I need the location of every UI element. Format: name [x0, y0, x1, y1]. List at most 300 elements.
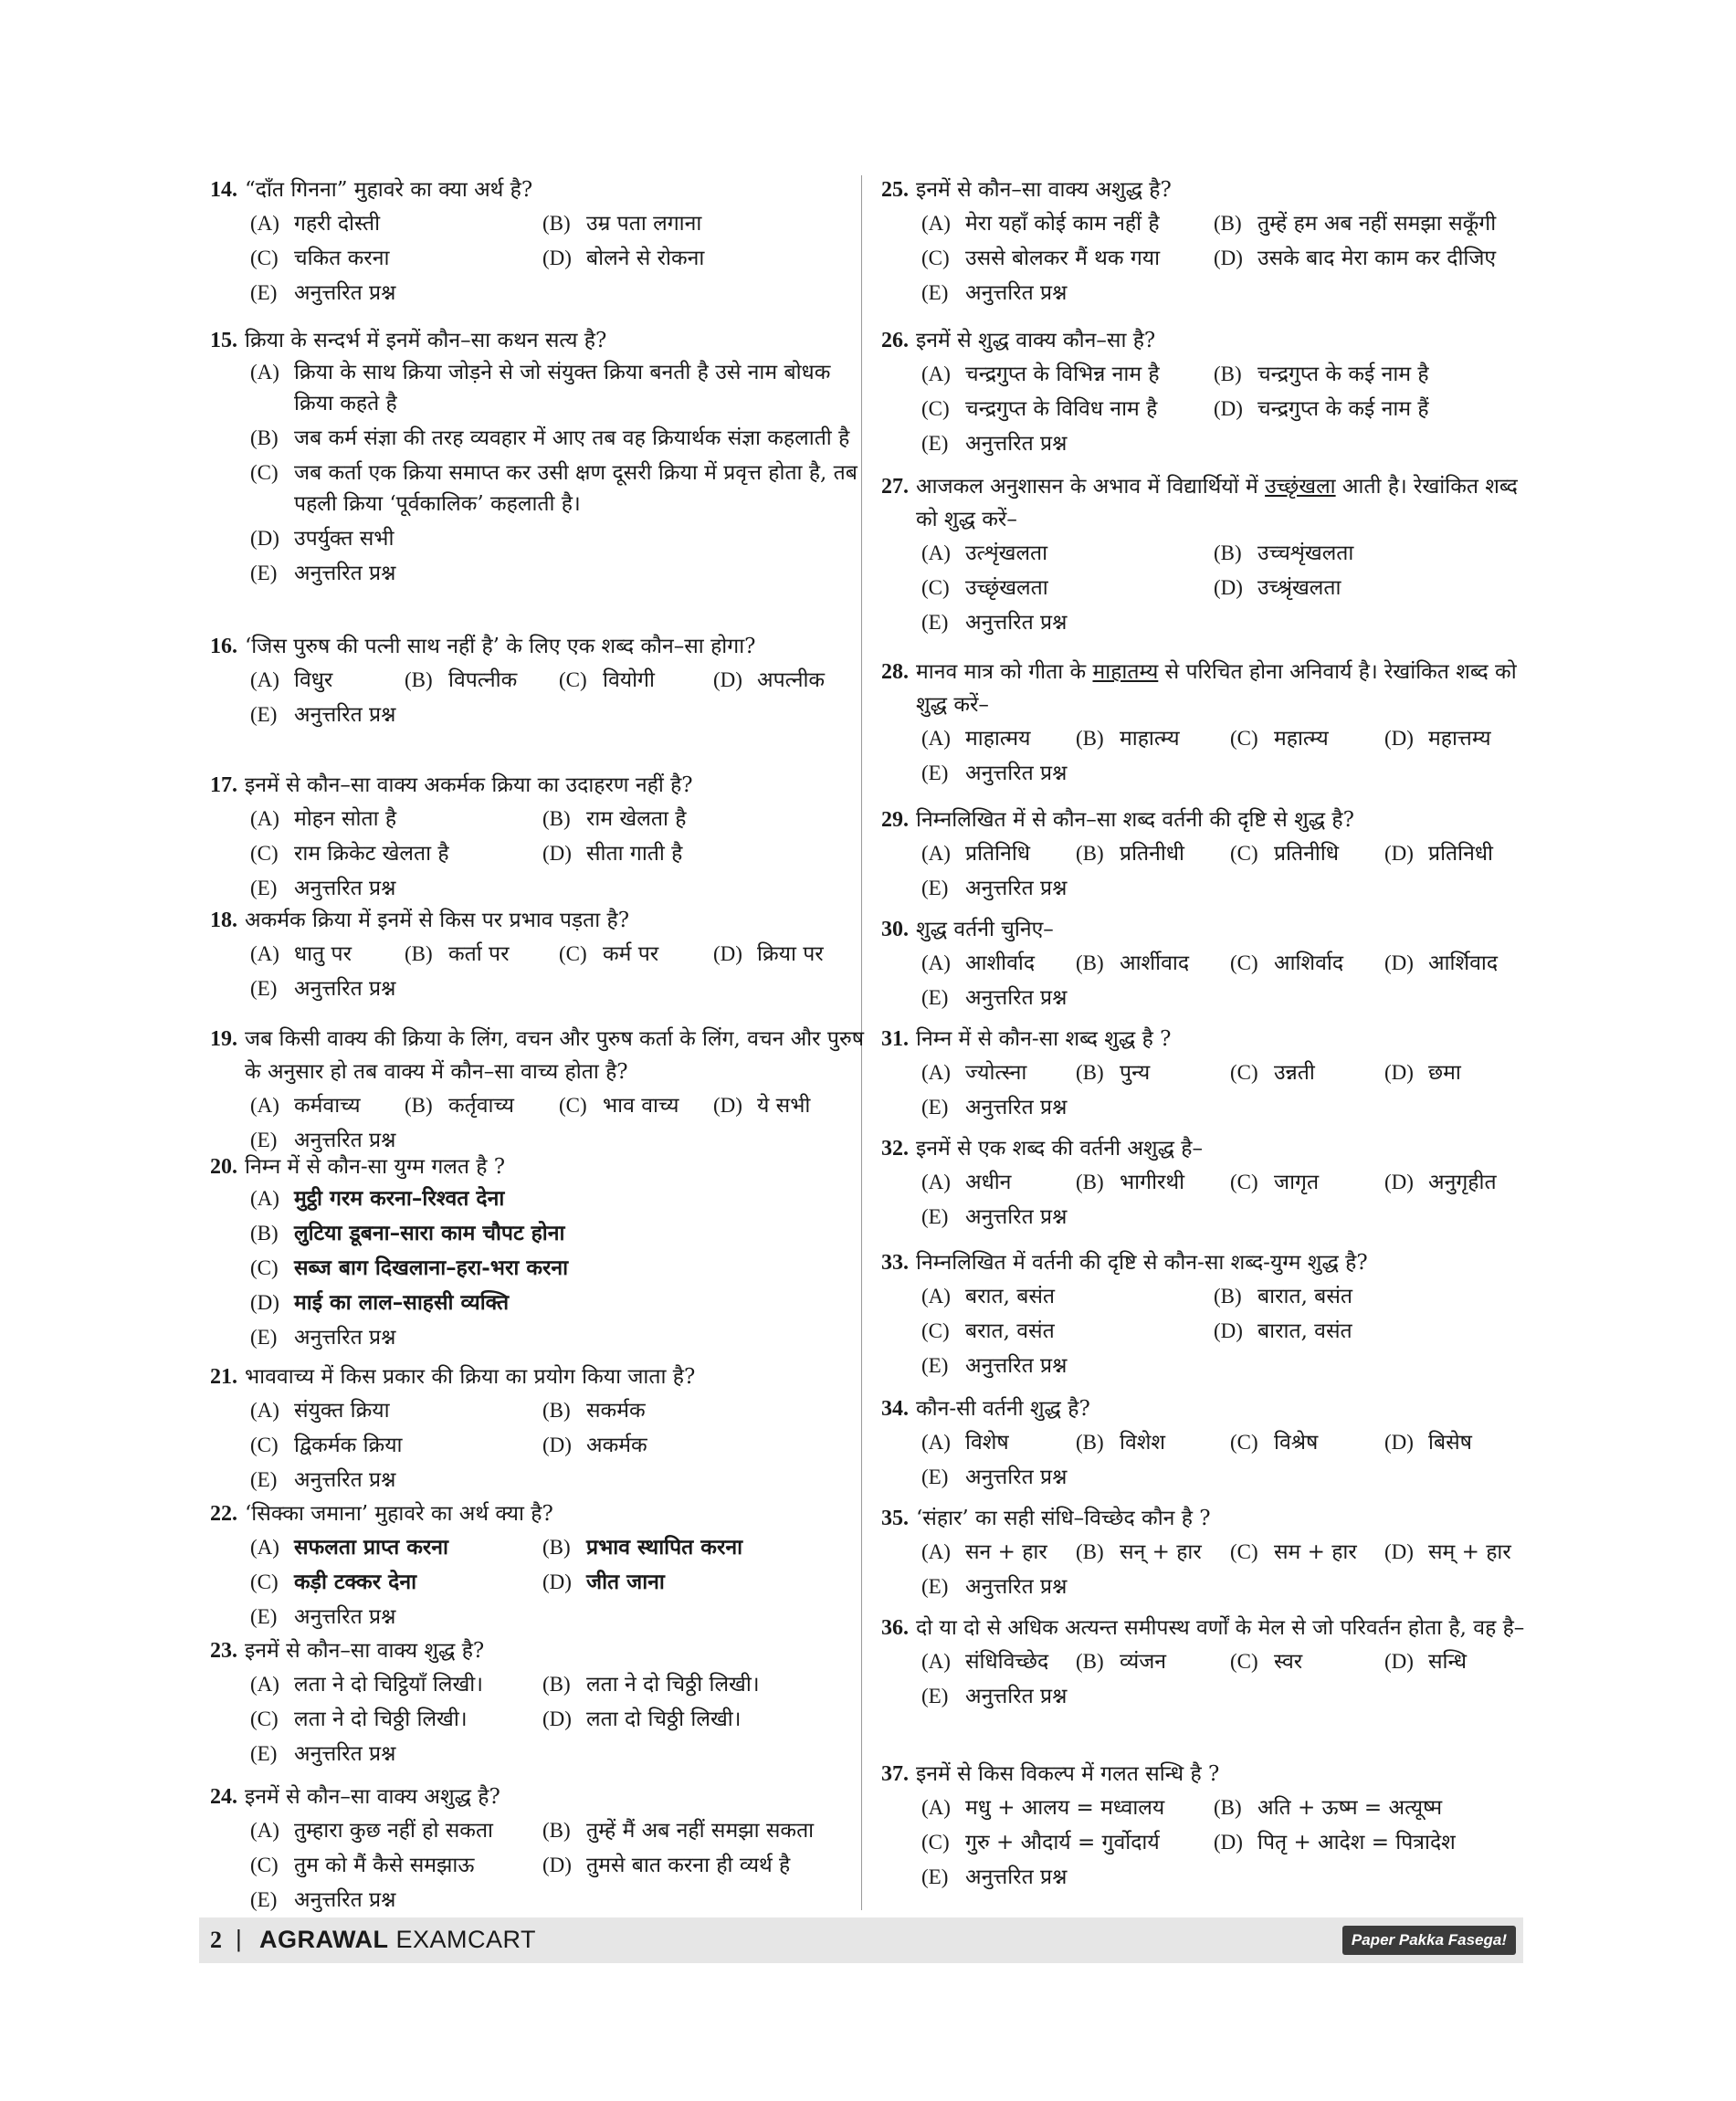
option-label: (B)	[1214, 541, 1242, 564]
option-text: प्रतिनिधी	[1428, 842, 1493, 866]
option-e	[250, 698, 868, 732]
option-text: विशेश	[1120, 1431, 1166, 1455]
option-row	[921, 1825, 1539, 1860]
option-e	[921, 276, 1539, 310]
option-a	[921, 1056, 1076, 1090]
option-e	[250, 972, 868, 1006]
option-text: आशीर्वाद	[965, 951, 1036, 975]
option-label: (C)	[250, 1570, 279, 1593]
option-label: (B)	[1076, 1431, 1104, 1454]
question-header	[881, 1502, 1539, 1535]
question-header	[881, 173, 1539, 206]
option-text: तुम को मैं कैसे समझाऊ	[294, 1854, 475, 1877]
option-label: (D)	[250, 1291, 279, 1314]
option-text: कर्ता पर	[448, 942, 510, 966]
question-number: 18.	[210, 909, 237, 932]
option-text: क्रिया पर	[757, 942, 824, 966]
question-text: जब किसी वाक्य की क्रिया के लिंग, वचन और पुरुष कर्ता के लिंग, वचन और पुरुष के अनुसार हो तब वाक्य में कौन–सा वाच्य होता है?	[245, 1027, 865, 1084]
option-text: अनुत्तरित प्रश्न	[965, 432, 1068, 456]
option-row	[921, 756, 1539, 791]
question-header	[210, 630, 868, 663]
option-label: (C)	[1230, 1431, 1258, 1454]
option-label: (C)	[1230, 1171, 1258, 1193]
option-label: (A)	[921, 212, 951, 235]
option-label: (E)	[250, 1742, 278, 1765]
option-text: गहरी दोस्ती	[294, 212, 381, 236]
page-number: 2	[210, 1927, 222, 1953]
option-d	[713, 1088, 868, 1123]
question-number: 35.	[881, 1507, 909, 1530]
options-list	[881, 1644, 1539, 1714]
option-text: संयुक्त क्रिया	[294, 1399, 390, 1423]
option-row	[921, 241, 1539, 276]
option-e	[250, 276, 868, 310]
option-row	[250, 1848, 868, 1883]
option-d	[1384, 836, 1539, 871]
option-d	[542, 1702, 835, 1737]
option-label: (E)	[250, 1326, 278, 1349]
option-e	[921, 1349, 1539, 1383]
question-number: 14.	[210, 178, 237, 202]
option-text: अनुत्तरित प्रश्न	[294, 281, 396, 305]
option-row	[250, 1530, 868, 1565]
option-text: कड़ी टक्कर देना	[294, 1570, 417, 1594]
option-label: (D)	[1384, 842, 1414, 865]
option-row	[250, 1393, 868, 1428]
option-b	[542, 1530, 835, 1565]
option-label: (A)	[250, 668, 279, 691]
option-label: (D)	[1384, 1061, 1414, 1084]
option-a	[250, 1530, 542, 1565]
option-e	[921, 1460, 1539, 1495]
option-label: (C)	[250, 247, 279, 269]
option-label: (B)	[542, 1536, 571, 1559]
option-text: अनुत्तरित प्रश्न	[294, 562, 396, 585]
option-text: उपर्युक्त सभी	[294, 527, 395, 551]
option-text: तुम्हारा कुछ नहीं हो सकता	[294, 1819, 494, 1843]
option-text: प्रभाव स्थापित करना	[586, 1535, 743, 1560]
option-text: अनुत्तरित प्रश्न	[294, 1605, 396, 1629]
option-d	[713, 663, 868, 698]
option-text: तुम्हें मैं अब नहीं समझा सकता	[586, 1819, 815, 1843]
question-number: 28.	[881, 660, 909, 684]
option-text: विपत्नीक	[448, 668, 518, 692]
option-b	[1076, 1425, 1230, 1460]
option-a	[921, 1535, 1076, 1570]
option-c	[1230, 721, 1384, 756]
options-list	[881, 1535, 1539, 1604]
option-label: (C)	[921, 1831, 950, 1854]
option-label: (D)	[1214, 576, 1243, 599]
option-label: (B)	[1214, 362, 1242, 385]
question-text: इनमें से कौन–सा वाक्य अकर्मक क्रिया का उदाहरण नहीं है?	[245, 773, 693, 797]
question-number: 25.	[881, 178, 909, 202]
option-label: (B)	[1214, 212, 1242, 235]
option-label: (E)	[250, 977, 278, 1000]
options-list	[881, 1425, 1539, 1495]
question-number: 26.	[881, 329, 909, 352]
option-b	[1214, 206, 1506, 241]
option-row	[250, 937, 868, 972]
question-text: इनमें से किस विकल्प में गलत सन्धि है ?	[916, 1762, 1220, 1786]
question-text-part: से परिचित होना अनिवार्य है। रेखांकित शब्द को शुद्ध करें–	[916, 660, 1517, 717]
option-a	[921, 536, 1214, 571]
question-text-part: मानव मात्र को गीता के	[916, 660, 1093, 684]
option-row	[250, 1565, 868, 1600]
question-header	[210, 1023, 868, 1088]
option-text: बारात, बसंत	[1257, 1285, 1352, 1308]
underlined-word: माहातम्य	[1092, 660, 1159, 684]
option-text: चन्द्रगुप्त के विभिन्न नाम है	[965, 362, 1160, 386]
option-label: (C)	[250, 461, 279, 484]
option-b	[542, 1667, 835, 1702]
question-header	[210, 1634, 868, 1667]
option-text: अपत्नीक	[757, 668, 826, 692]
options-list	[210, 206, 868, 310]
question-text: ‘सिक्का जमाना’ मुहावरे का अर्थ क्या है?	[245, 1502, 553, 1526]
option-label: (B)	[405, 942, 433, 965]
option-label: (D)	[1384, 727, 1414, 750]
question-block	[210, 1023, 868, 1158]
option-label: (E)	[250, 1468, 278, 1491]
option-text: आर्शीवाद	[1120, 951, 1190, 975]
option-b	[405, 937, 559, 972]
option-row	[250, 523, 868, 554]
question-block	[881, 173, 1539, 310]
option-label: (B)	[1076, 1171, 1104, 1193]
option-label: (C)	[1230, 727, 1258, 750]
option-text: अनुत्तरित प्रश्न	[965, 611, 1068, 635]
option-label: (E)	[250, 1888, 278, 1911]
option-d	[1384, 721, 1539, 756]
option-text: सकर्मक	[586, 1399, 646, 1423]
option-label: (A)	[921, 1061, 951, 1084]
option-text: उच्छृंखलता	[965, 576, 1048, 600]
option-label: (B)	[1214, 1796, 1242, 1819]
option-label: (B)	[1076, 1061, 1104, 1084]
option-text: मेरा यहाँ कोई काम नहीं है	[965, 212, 1160, 236]
option-text: अनुत्तरित प्रश्न	[294, 1742, 396, 1766]
option-e	[921, 1570, 1539, 1604]
option-text: आर्शिवाद	[1428, 951, 1499, 975]
option-text: ज्योत्स्ना	[965, 1061, 1027, 1085]
option-label: (C)	[921, 247, 950, 269]
question-number: 19.	[210, 1027, 237, 1051]
option-label: (E)	[921, 986, 949, 1009]
option-text: आशिर्वाद	[1274, 951, 1344, 975]
option-label: (C)	[559, 942, 587, 965]
option-label: (C)	[250, 1854, 279, 1876]
option-row	[921, 836, 1539, 871]
option-row	[250, 457, 868, 520]
option-c	[921, 1825, 1214, 1860]
option-label: (B)	[250, 426, 279, 449]
question-text: भाववाच्य में किस प्रकार की क्रिया का प्रयोग किया जाता है?	[245, 1365, 696, 1389]
question-number: 37.	[881, 1762, 909, 1786]
option-label: (C)	[250, 1256, 279, 1279]
option-text: छमा	[1428, 1061, 1461, 1085]
question-block	[881, 656, 1539, 791]
option-text: माहात्मय	[965, 727, 1031, 751]
question-text: निम्न में से कौन-सा युग्म गलत है ?	[245, 1155, 506, 1179]
option-d	[1384, 946, 1539, 981]
option-c	[921, 571, 1214, 605]
option-text: प्रतिनीधि	[1274, 842, 1339, 866]
option-row	[250, 1253, 868, 1284]
option-label: (B)	[1076, 842, 1104, 865]
option-text: कर्म पर	[603, 942, 659, 966]
option-e	[250, 1600, 868, 1634]
option-label: (E)	[921, 1354, 949, 1377]
option-c	[1230, 946, 1384, 981]
option-b	[1076, 836, 1230, 871]
option-label: (E)	[250, 1605, 278, 1628]
option-label: (C)	[1230, 1540, 1258, 1563]
option-a	[250, 937, 405, 972]
question-block	[210, 1781, 868, 1917]
option-text: उसके बाद मेरा काम कर दीजिए	[1257, 247, 1497, 270]
option-label: (D)	[542, 1707, 572, 1730]
option-label: (B)	[542, 1819, 571, 1842]
option-d	[1214, 392, 1506, 426]
option-label: (D)	[542, 247, 572, 269]
option-label: (A)	[250, 212, 279, 235]
options-list	[881, 206, 1539, 310]
options-list	[881, 836, 1539, 906]
option-e	[921, 1679, 1539, 1714]
option-row	[250, 1428, 868, 1463]
option-text: चन्द्रगुप्त के कई नाम हैं	[1257, 397, 1429, 421]
option-label: (C)	[921, 576, 950, 599]
option-row	[921, 1165, 1539, 1200]
options-list	[881, 357, 1539, 461]
option-label: (E)	[921, 1685, 949, 1707]
option-row	[921, 1860, 1539, 1895]
option-d	[1384, 1535, 1539, 1570]
option-label: (C)	[921, 397, 950, 420]
option-label: (A)	[921, 362, 951, 385]
option-text: बरात, बसंत	[965, 1285, 1056, 1308]
question-header	[210, 1150, 868, 1183]
option-row	[921, 1314, 1539, 1349]
option-c	[921, 392, 1214, 426]
question-text: “दाँत गिनना” मुहावरे का क्या अर्थ है?	[245, 178, 533, 202]
question-number: 22.	[210, 1502, 237, 1526]
option-text: धातु पर	[294, 942, 352, 966]
question-text: निम्नलिखित में वर्तनी की दृष्टि से कौन-सा शब्द-युग्म शुद्ध है?	[916, 1251, 1368, 1275]
option-row	[921, 946, 1539, 981]
option-label: (E)	[921, 877, 949, 899]
option-label: (D)	[1214, 1319, 1243, 1342]
question-block	[210, 769, 868, 906]
page-footer	[199, 1917, 1523, 1963]
option-e	[921, 981, 1539, 1015]
option-text: अधीन	[965, 1171, 1012, 1194]
option-text: क्रिया के साथ क्रिया जोड़ने से जो संयुक्त क्रिया बनती है उसे नाम बोधक क्रिया कहते है	[294, 361, 831, 415]
option-label: (A)	[921, 1796, 951, 1819]
option-text: लता ने दो चिठ्ठी लिखी।	[586, 1673, 760, 1697]
option-text: सफलता प्राप्त करना	[294, 1535, 448, 1560]
question-text: इनमें से कौन–सा वाक्य अशुद्ध है?	[245, 1785, 500, 1809]
option-text: तुम्हें हम अब नहीं समझा सकूँगी	[1257, 212, 1497, 236]
question-number: 33.	[881, 1251, 909, 1275]
option-b	[542, 1813, 835, 1848]
option-a	[250, 206, 542, 241]
option-label: (A)	[921, 842, 951, 865]
option-label: (D)	[542, 1434, 572, 1456]
option-b	[1076, 1056, 1230, 1090]
question-header	[210, 173, 868, 206]
option-label: (E)	[250, 562, 278, 584]
option-a	[250, 1088, 405, 1123]
option-text: सन + हार	[965, 1540, 1047, 1564]
option-label: (C)	[250, 1707, 279, 1730]
option-a	[250, 802, 542, 836]
option-row	[921, 1425, 1539, 1460]
footer-separator: |	[236, 1925, 242, 1952]
option-label: (A)	[250, 1399, 279, 1422]
option-label: (C)	[250, 842, 279, 865]
option-d	[1214, 1825, 1506, 1860]
option-e	[921, 871, 1539, 906]
option-row	[921, 571, 1539, 605]
option-b	[542, 1393, 835, 1428]
option-row	[250, 1183, 868, 1214]
question-header	[210, 1360, 868, 1393]
option-text: बिसेष	[1428, 1431, 1472, 1455]
option-a	[921, 1279, 1214, 1314]
option-label: (A)	[250, 361, 279, 383]
option-label: (E)	[921, 281, 949, 304]
option-text: उच्चशृंखलता	[1257, 541, 1354, 565]
option-label: (A)	[921, 1171, 951, 1193]
question-text: कौन-सी वर्तनी शुद्ध है?	[916, 1397, 1090, 1421]
option-label: (E)	[250, 1129, 278, 1151]
option-b	[1214, 1791, 1506, 1825]
option-text: महात्म्य	[1274, 727, 1329, 751]
question-number: 29.	[881, 808, 909, 832]
option-text: अकर्मक	[586, 1434, 647, 1457]
option-label: (E)	[921, 762, 949, 784]
option-label: (E)	[250, 703, 278, 726]
option-row	[250, 1667, 868, 1702]
option-row	[921, 1679, 1539, 1714]
option-d	[1214, 1314, 1506, 1349]
option-c	[559, 1088, 713, 1123]
question-text: अकर्मक क्रिया में इनमें से किस पर प्रभाव पड़ता है?	[245, 909, 630, 932]
option-c	[559, 663, 713, 698]
option-d	[1384, 1644, 1539, 1679]
option-label: (D)	[1214, 1831, 1243, 1854]
question-header	[881, 470, 1539, 536]
question-block	[881, 324, 1539, 461]
option-text: अति + ऊष्म = अत्यूष्म	[1257, 1796, 1443, 1820]
option-label: (C)	[921, 1319, 950, 1342]
options-list	[881, 946, 1539, 1015]
option-c	[1230, 1056, 1384, 1090]
brand-name-rest: EXAMCART	[388, 1926, 537, 1953]
option-text: व्यंजन	[1120, 1650, 1167, 1674]
option-text: प्रतिनिधि	[965, 842, 1030, 866]
option-text: अनुत्तरित प्रश्न	[294, 877, 396, 900]
option-text: जब कर्ता एक क्रिया समाप्त कर उसी क्षण दूसरी क्रिया में प्रवृत्त होता है, तब पहली क्रिया ‘पूर्वकालिक’ कहलाती है।	[294, 461, 857, 516]
options-list	[210, 357, 868, 589]
option-text: अनुत्तरित प्रश्न	[294, 1888, 396, 1912]
question-text: शुद्ध वर्तनी चुनिए–	[916, 918, 1054, 941]
option-text: वियोगी	[603, 668, 655, 692]
option-text: सीता गाती है	[586, 842, 683, 866]
option-text: विश्रेष	[1274, 1431, 1319, 1455]
question-text-part: आजकल अनुशासन के अभाव में विद्यार्थियों में	[916, 475, 1266, 499]
option-text: उम्र पता लगाना	[586, 212, 702, 236]
option-text: पुन्य	[1120, 1061, 1151, 1085]
option-e	[250, 1463, 868, 1497]
option-c	[1230, 1535, 1384, 1570]
option-label: (B)	[542, 212, 571, 235]
question-header	[210, 324, 868, 357]
option-row	[250, 1463, 868, 1497]
option-b	[542, 206, 835, 241]
question-number: 32.	[881, 1137, 909, 1161]
question-block	[210, 630, 868, 732]
question-number: 15.	[210, 329, 237, 352]
question-block	[210, 173, 868, 310]
option-text: राम क्रिकेट खेलता है	[294, 842, 449, 866]
option-c	[250, 241, 542, 276]
option-text: चकित करना	[294, 247, 390, 270]
option-row	[921, 605, 1539, 640]
option-text: मुट्ठी गरम करना–रिश्वत देना	[294, 1186, 505, 1211]
option-a	[250, 1667, 542, 1702]
option-label: (E)	[921, 1575, 949, 1598]
option-text: अनुत्तरित प्रश्न	[965, 1865, 1068, 1889]
question-header	[881, 324, 1539, 357]
option-label: (A)	[250, 807, 279, 830]
option-label: (A)	[921, 1431, 951, 1454]
option-text: अनुत्तरित प्रश्न	[294, 1129, 396, 1152]
option-label: (B)	[405, 1094, 433, 1117]
option-text: राम खेलता है	[586, 807, 687, 831]
option-text: अनुगृहीत	[1428, 1171, 1497, 1194]
option-text: चन्द्रगुप्त के कई नाम है	[1257, 362, 1429, 386]
option-text: सन् + हार	[1120, 1540, 1202, 1564]
option-label: (B)	[542, 807, 571, 830]
option-text: कर्मवाच्य	[294, 1094, 361, 1118]
option-e	[921, 1200, 1539, 1234]
question-number: 36.	[881, 1616, 909, 1640]
question-text: ‘जिस पुरुष की पत्नी साथ नहीं है’ के लिए एक शब्द कौन–सा होगा?	[245, 635, 756, 658]
option-label: (D)	[1384, 1171, 1414, 1193]
option-text: मोहन सोता है	[294, 807, 397, 831]
option-d	[542, 836, 835, 871]
option-label: (E)	[921, 432, 949, 455]
option-c	[250, 1848, 542, 1883]
option-label: (B)	[405, 668, 433, 691]
question-text: इनमें से कौन–सा वाक्य शुद्ध है?	[245, 1639, 485, 1663]
question-block	[881, 1758, 1539, 1895]
option-row	[921, 392, 1539, 426]
option-row	[250, 241, 868, 276]
option-text: अनुत्तरित प्रश्न	[965, 1096, 1068, 1119]
option-d	[1384, 1056, 1539, 1090]
question-number: 16.	[210, 635, 237, 658]
question-text: इनमें से कौन–सा वाक्य अशुद्ध है?	[916, 178, 1172, 202]
options-list	[210, 937, 868, 1006]
option-text: मधु + आलय = मध्वालय	[965, 1796, 1165, 1820]
option-row	[921, 871, 1539, 906]
question-text	[916, 470, 1539, 536]
option-text: उत्शृंखलता	[965, 541, 1048, 565]
